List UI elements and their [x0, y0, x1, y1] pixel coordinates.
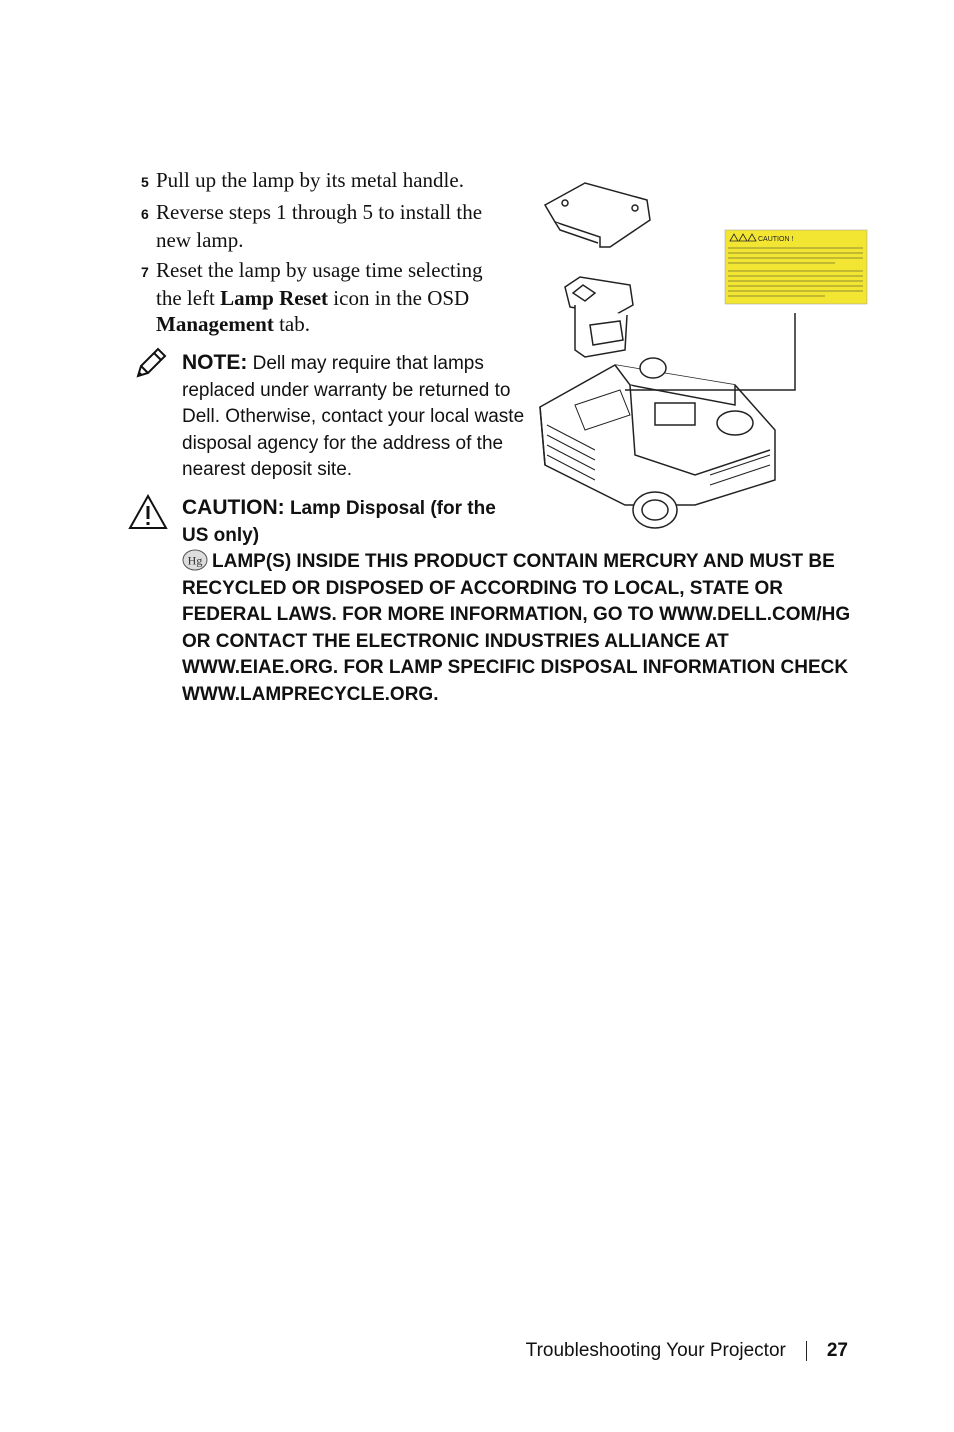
step-6 — [141, 199, 511, 253]
projector-lamp-illustration — [535, 175, 875, 545]
step-text-part: icon in the OSD — [328, 286, 470, 310]
step-text: Pull up the lamp by its metal handle. — [156, 168, 464, 192]
step-text: Reset the lamp by usage time selecting — [156, 258, 483, 282]
step-text-cont: new lamp. — [156, 228, 244, 252]
lamp-reset-term: Lamp Reset — [220, 286, 329, 310]
step-number: 7 — [141, 264, 149, 280]
hg-symbol: Hg — [187, 553, 203, 568]
step-text-cont — [141, 285, 511, 311]
note-text: Dell may require that lamps replaced under warranty be returned to Dell. Otherwise, contact your local waste disposal agency for the address of the nearest deposit site. — [182, 353, 525, 480]
step-text-part: tab. — [273, 312, 310, 336]
management-term: Management — [156, 312, 274, 336]
caution-body — [182, 551, 850, 705]
step-number: 5 — [141, 174, 149, 190]
caution-label-sticker — [725, 230, 867, 304]
step-7 — [141, 257, 511, 337]
caution-lead-text: Lamp Disposal (for the US only) — [182, 498, 496, 546]
footer-divider — [806, 1341, 807, 1361]
step-5 — [141, 167, 511, 195]
page-number: 27 — [826, 1340, 848, 1361]
step-text-part: the left — [156, 286, 221, 310]
step-text: Reverse steps 1 through 5 to install the — [156, 200, 483, 224]
pencil-icon — [134, 346, 168, 380]
footer-section-title: Troubleshooting Your Projector — [525, 1340, 786, 1361]
note-label: NOTE: — [182, 351, 248, 374]
page-footer — [526, 1340, 848, 1362]
lamp-cover-drawing — [545, 183, 650, 247]
sticker-title: CAUTION ! — [758, 236, 794, 243]
step-number: 6 — [141, 206, 149, 222]
projector-body-drawing — [540, 358, 775, 528]
caution-label: CAUTION: — [182, 496, 285, 519]
note-block — [182, 350, 527, 484]
caution-lead — [182, 495, 522, 549]
caution-body-text: LAMP(S) INSIDE THIS PRODUCT CONTAIN MERCURY AND MUST BE RECYCLED OR DISPOSED OF ACCORDING TO LOCAL, STATE OR FEDERAL LAWS. FOR MORE INFORMATION, GO TO WWW.DELL.COM/HG OR CONTACT THE ELECTRONIC INDUSTRIES ALLIANCE AT WWW.EIAE.ORG. FOR LAMP SPECIFIC DISPOSAL INFORMATION CHECK WWW.LAMPRECYCLE.ORG. — [182, 551, 851, 705]
mercury-hg-icon — [182, 549, 208, 571]
step-text-cont — [141, 311, 511, 337]
warning-icon — [128, 494, 168, 530]
lamp-module-drawing — [565, 277, 633, 357]
